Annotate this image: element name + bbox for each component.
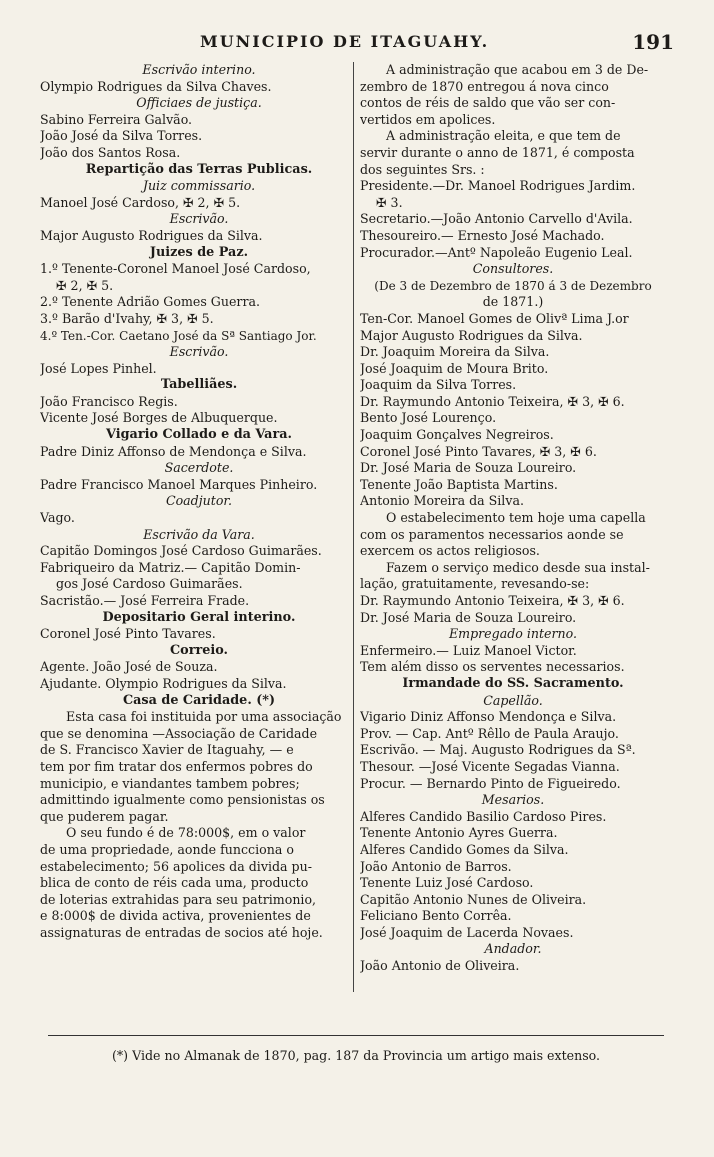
entry-line: Vago. [40, 510, 75, 526]
entry-line: Procur. — Bernardo Pinto de Figueiredo. [360, 775, 621, 791]
date-range-line: de 1871.) [482, 294, 544, 310]
footnote: (*) Vide no Almanak de 1870, pag. 187 da Provincia um artigo mais extenso. [111, 1048, 601, 1063]
entry-line: ✠ 2, ✠ 5. [56, 277, 114, 293]
section-subheading: Escrivão. [169, 211, 229, 227]
paragraph-line: O seu fundo é de 78:000$, em o valor [66, 825, 306, 841]
entry-line: Joaquim Gonçalves Negreiros. [360, 427, 554, 443]
paragraph-line: estabelecimento; 56 apolices da divida pu- [40, 858, 312, 874]
entry-line: 4.º Ten.-Cor. Caetano José da Sª Santiago Jor. [40, 328, 317, 343]
entry-line: Dr. José Maria de Souza Loureiro. [360, 609, 577, 625]
entry-line: 2.º Tenente Adrião Gomes Guerra. [40, 294, 260, 310]
paragraph-line: de loterias extrahidas para seu patrimonio, [40, 891, 317, 907]
entry-line: Major Augusto Rodrigues da Silva. [360, 327, 583, 343]
section-heading: Vigario Collado e da Vara. [106, 427, 292, 443]
paragraph-line: assignaturas de entradas de socios até hoje. [40, 924, 323, 940]
paragraph-line: zembro de 1870 entregou á nova cinco [360, 78, 609, 94]
entry-line: Sacristão.— José Ferreira Frade. [40, 593, 250, 608]
section-subheading: Capellão. [483, 692, 543, 708]
paragraph-line: que se denomina —Associação de Caridade [40, 725, 318, 741]
entry-line: Dr. Raymundo Antonio Teixeira, ✠ 3, ✠ 6. [360, 393, 625, 409]
paragraph-line: de uma propriedade, aonde funcciona o [40, 841, 294, 857]
entry-line: Thesoureiro.— Ernesto José Machado. [360, 227, 605, 243]
entry-line: Major Augusto Rodrigues da Silva. [40, 227, 263, 243]
section-subheading: Juiz commissario. [142, 178, 256, 194]
entry-line: Manoel José Cardoso, ✠ 2, ✠ 5. [40, 194, 241, 210]
entry-line: Thesour. —José Vicente Segadas Vianna. [360, 758, 620, 774]
paragraph-line: O estabelecimento tem hoje uma capella [386, 510, 646, 526]
entry-line: João Antonio de Oliveira. [360, 958, 520, 974]
entry-line: Secretario.—João Antonio Carvello d'Avila. [360, 211, 633, 227]
running-head [0, 30, 714, 54]
entry-line: Padre Diniz Affonso de Mendonça e Silva. [40, 443, 307, 459]
paragraph-line: contos de réis de saldo que vão ser con- [360, 95, 616, 111]
paragraph-line: lação, gratuitamente, revesando-se: [360, 576, 590, 592]
paragraph-line: com os paramentos necessarios aonde se [360, 526, 624, 542]
section-subheading: Andador. [484, 941, 542, 957]
entry-line: João José da Silva Torres. [40, 128, 203, 144]
entry-line: Enfermeiro.— Luiz Manoel Victor. [360, 642, 577, 658]
paragraph-line: servir durante o anno de 1871, é composta [360, 144, 635, 160]
section-subheading: Empregado interno. [448, 626, 578, 642]
entry-line: Presidente.—Dr. Manoel Rodrigues Jardim. [360, 178, 636, 194]
page-number: 191 [632, 30, 674, 54]
paragraph-line: exercem os actos religiosos. [360, 543, 540, 559]
paragraph-line: Fazem o serviço medico desde sua instal- [386, 559, 650, 575]
entry-line: Bento José Lourenço. [360, 410, 497, 426]
paragraph-line: de S. Francisco Xavier de Itaguahy, — e [40, 742, 294, 758]
entry-line: Capitão Antonio Nunes de Oliveira. [360, 891, 587, 907]
section-heading: Tabelliães. [160, 377, 238, 393]
entry-line: Feliciano Bento Corrêa. [360, 908, 512, 924]
paragraph-line: tem por fim tratar dos enfermos pobres do [40, 758, 313, 774]
entry-line: Vigario Diniz Affonso Mendonça e Silva. [360, 709, 617, 725]
right-column [360, 62, 666, 975]
paragraph-line: A administração eleita, e que tem de [386, 128, 621, 144]
entry-line: Padre Francisco Manoel Marques Pinheiro. [40, 476, 318, 492]
entry-line: Prov. — Cap. Antº Rêllo de Paula Araujo. [360, 725, 619, 741]
section-heading: Casa de Caridade. (*) [122, 692, 276, 708]
section-heading: Repartição das Terras Publicas. [85, 161, 313, 177]
section-subheading: Coadjutor. [165, 493, 233, 509]
section-heading: Correio. [170, 642, 228, 658]
entry-line: Ajudante. Olympio Rodrigues da Silva. [40, 675, 287, 691]
section-heading: Juizes de Paz. [149, 244, 249, 260]
paragraph-line: A administração que acabou em 3 de De- [386, 62, 649, 77]
entry-line: Olympio Rodrigues da Silva Chaves. [40, 78, 272, 94]
entry-line: Procurador.—Antº Napoleão Eugenio Leal. [360, 244, 633, 260]
entry-line: João Francisco Regis. [40, 393, 178, 409]
entry-line: 1.º Tenente-Coronel Manoel José Cardoso, [40, 261, 311, 277]
entry-line: Dr. Joaquim Moreira da Silva. [360, 344, 550, 360]
entry-line: Tem além disso os serventes necessarios. [360, 659, 625, 675]
entry-line: José Lopes Pinhel. [40, 360, 157, 376]
entry-line: João dos Santos Rosa. [40, 144, 181, 160]
paragraph-line: e 8:000$ de divida activa, provenientes de [40, 908, 311, 924]
paragraph-line: dos seguintes Srs. : [360, 161, 485, 177]
left-column [40, 62, 358, 941]
entry-line: Fabriqueiro da Matriz.— Capitão Domin- [40, 559, 301, 575]
section-subheading: Mesarios. [481, 792, 545, 808]
entry-line: Agente. João José de Souza. [40, 659, 218, 675]
section-subheading: Escrivão interino. [142, 62, 256, 77]
date-range-line: (De 3 de Dezembro de 1870 á 3 de Dezembro [374, 278, 652, 293]
entry-line: José Joaquim de Moura Brito. [360, 360, 549, 376]
entry-line: Tenente Antonio Ayres Guerra. [360, 825, 558, 841]
entry-line: Dr. José Maria de Souza Loureiro. [360, 460, 577, 476]
entry-line: João Antonio de Barros. [360, 858, 512, 874]
entry-line: Escrivão. — Maj. Augusto Rodrigues da Sª. [360, 742, 636, 758]
entry-line: Coronel José Pinto Tavares, ✠ 3, ✠ 6. [360, 443, 597, 459]
entry-line: Coronel José Pinto Tavares. [40, 626, 216, 642]
paragraph-line: Esta casa foi instituida por uma associação [66, 709, 342, 725]
section-heading: Irmandade do SS. Sacramento. [402, 675, 624, 691]
section-subheading: Escrivão. [169, 344, 229, 360]
running-head-title: MUNICIPIO DE ITAGUAHY. [200, 32, 490, 51]
entry-line: Vicente José Borges de Albuquerque. [40, 410, 278, 426]
footnote-rule [48, 1035, 664, 1036]
entry-line: Dr. Raymundo Antonio Teixeira, ✠ 3, ✠ 6. [360, 593, 625, 608]
entry-line: Tenente Luiz José Cardoso. [360, 875, 534, 891]
section-subheading: Sacerdote. [164, 460, 234, 476]
entry-line: 3.º Barão d'Ivahy, ✠ 3, ✠ 5. [40, 310, 214, 326]
section-heading: Depositario Geral interino. [102, 609, 296, 625]
paragraph-line: vertidos em apolices. [360, 111, 496, 127]
paragraph-line: municipio, e viandantes tambem pobres; [40, 775, 300, 791]
entry-line: Antonio Moreira da Silva. [360, 493, 524, 509]
entry-line: Alferes Candido Gomes da Silva. [360, 841, 569, 857]
section-subheading: Consultores. [472, 261, 554, 277]
entry-line: Joaquim da Silva Torres. [360, 377, 517, 393]
entry-line: José Joaquim de Lacerda Novaes. [360, 924, 574, 940]
section-subheading: Escrivão da Vara. [143, 526, 255, 542]
entry-line: gos José Cardoso Guimarães. [56, 576, 243, 592]
paragraph-line: admittindo igualmente como pensionistas os [40, 792, 325, 808]
entry-line: Sabino Ferreira Galvão. [40, 111, 193, 127]
section-subheading: Officiaes de justiça. [136, 95, 262, 111]
entry-line: Capitão Domingos José Cardoso Guimarães. [40, 543, 322, 559]
paragraph-line: blica de conto de réis cada uma, producto [40, 875, 309, 891]
paragraph-line: que puderem pagar. [40, 808, 169, 824]
entry-line: Ten-Cor. Manoel Gomes de Olivª Lima J.or [360, 310, 629, 326]
entry-line: Tenente João Baptista Martins. [360, 476, 558, 492]
entry-line: ✠ 3. [376, 194, 403, 210]
entry-line: Alferes Candido Basilio Cardoso Pires. [360, 808, 607, 824]
